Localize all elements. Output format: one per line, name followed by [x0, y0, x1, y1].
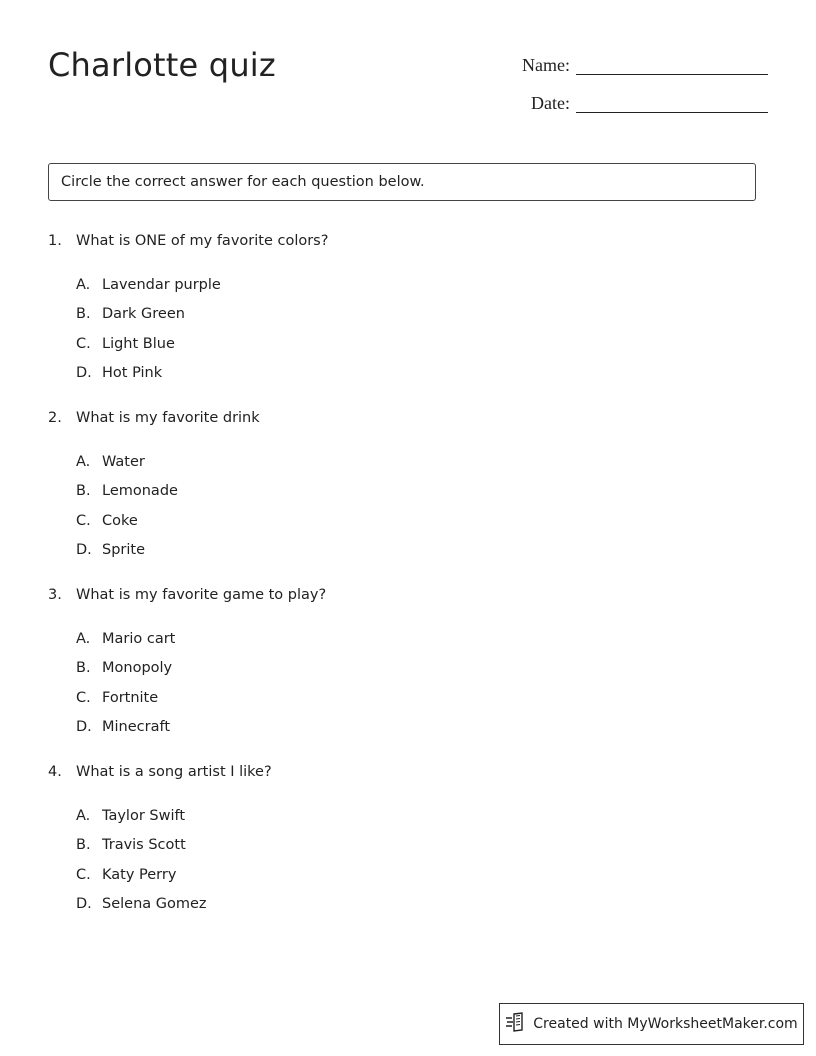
option-letter: D.	[76, 365, 92, 382]
question-text: What is a song artist I like?	[76, 764, 272, 780]
option-3a[interactable]	[76, 624, 768, 654]
option-text: Lemonade	[102, 483, 178, 500]
option-4a[interactable]	[76, 801, 768, 831]
option-letter: A.	[76, 276, 91, 293]
option-text: Minecraft	[102, 719, 171, 736]
option-text: Selena Gomez	[102, 896, 207, 913]
question-1	[48, 230, 768, 388]
date-field	[531, 92, 768, 113]
option-3d[interactable]	[76, 713, 768, 743]
option-2b[interactable]	[76, 477, 768, 507]
footer-badge[interactable]	[499, 1003, 804, 1045]
option-letter: C.	[76, 335, 91, 352]
question-number: 4.	[48, 764, 62, 780]
option-1a[interactable]	[76, 270, 768, 300]
name-field	[522, 54, 768, 75]
option-3c[interactable]	[76, 683, 768, 713]
date-label: Date:	[531, 93, 570, 113]
option-letter: D.	[76, 542, 92, 559]
option-text: Sprite	[102, 542, 146, 559]
option-letter: A.	[76, 630, 91, 647]
question-text: What is my favorite game to play?	[76, 587, 327, 603]
option-text: Coke	[102, 512, 138, 529]
option-4c[interactable]	[76, 860, 768, 890]
question-list	[48, 230, 768, 938]
option-text: Dark Green	[102, 306, 185, 323]
question-number: 2.	[48, 410, 62, 426]
option-text: Taylor Swift	[102, 807, 186, 824]
option-letter: C.	[76, 866, 91, 883]
option-letter: B.	[76, 306, 91, 323]
name-line	[576, 54, 768, 75]
name-label: Name:	[522, 55, 570, 75]
question-2	[48, 407, 768, 565]
option-text: Lavendar purple	[102, 276, 221, 293]
question-number: 1.	[48, 233, 62, 249]
option-text: Mario cart	[102, 630, 176, 647]
option-2c[interactable]	[76, 506, 768, 536]
option-4d[interactable]	[76, 890, 768, 920]
option-text: Hot Pink	[102, 365, 163, 382]
option-letter: A.	[76, 453, 91, 470]
option-letter: B.	[76, 483, 91, 500]
option-3b[interactable]	[76, 654, 768, 684]
option-letter: D.	[76, 896, 92, 913]
option-2d[interactable]	[76, 536, 768, 566]
worksheet-maker-logo-icon	[505, 1012, 533, 1036]
option-text: Travis Scott	[102, 837, 186, 854]
instructions-text: Circle the correct answer for each question below.	[61, 174, 425, 190]
option-1d[interactable]	[76, 359, 768, 389]
question-text: What is my favorite drink	[76, 410, 260, 426]
option-text: Katy Perry	[102, 866, 177, 883]
instructions-box	[48, 163, 756, 201]
question-text: What is ONE of my favorite colors?	[76, 233, 329, 249]
option-letter: C.	[76, 512, 91, 529]
footer-text: Created with MyWorksheetMaker.com	[533, 1016, 798, 1032]
option-text: Light Blue	[102, 335, 175, 352]
option-letter: B.	[76, 660, 91, 677]
option-text: Water	[102, 453, 145, 470]
question-3	[48, 584, 768, 742]
option-letter: D.	[76, 719, 92, 736]
option-letter: C.	[76, 689, 91, 706]
option-text: Fortnite	[102, 689, 159, 706]
page-title: Charlotte quiz	[48, 46, 276, 84]
option-1b[interactable]	[76, 300, 768, 330]
option-letter: B.	[76, 837, 91, 854]
date-line	[576, 92, 768, 113]
question-4	[48, 761, 768, 919]
option-1c[interactable]	[76, 329, 768, 359]
option-text: Monopoly	[102, 660, 173, 677]
option-2a[interactable]	[76, 447, 768, 477]
option-letter: A.	[76, 807, 91, 824]
option-4b[interactable]	[76, 831, 768, 861]
question-number: 3.	[48, 587, 62, 603]
